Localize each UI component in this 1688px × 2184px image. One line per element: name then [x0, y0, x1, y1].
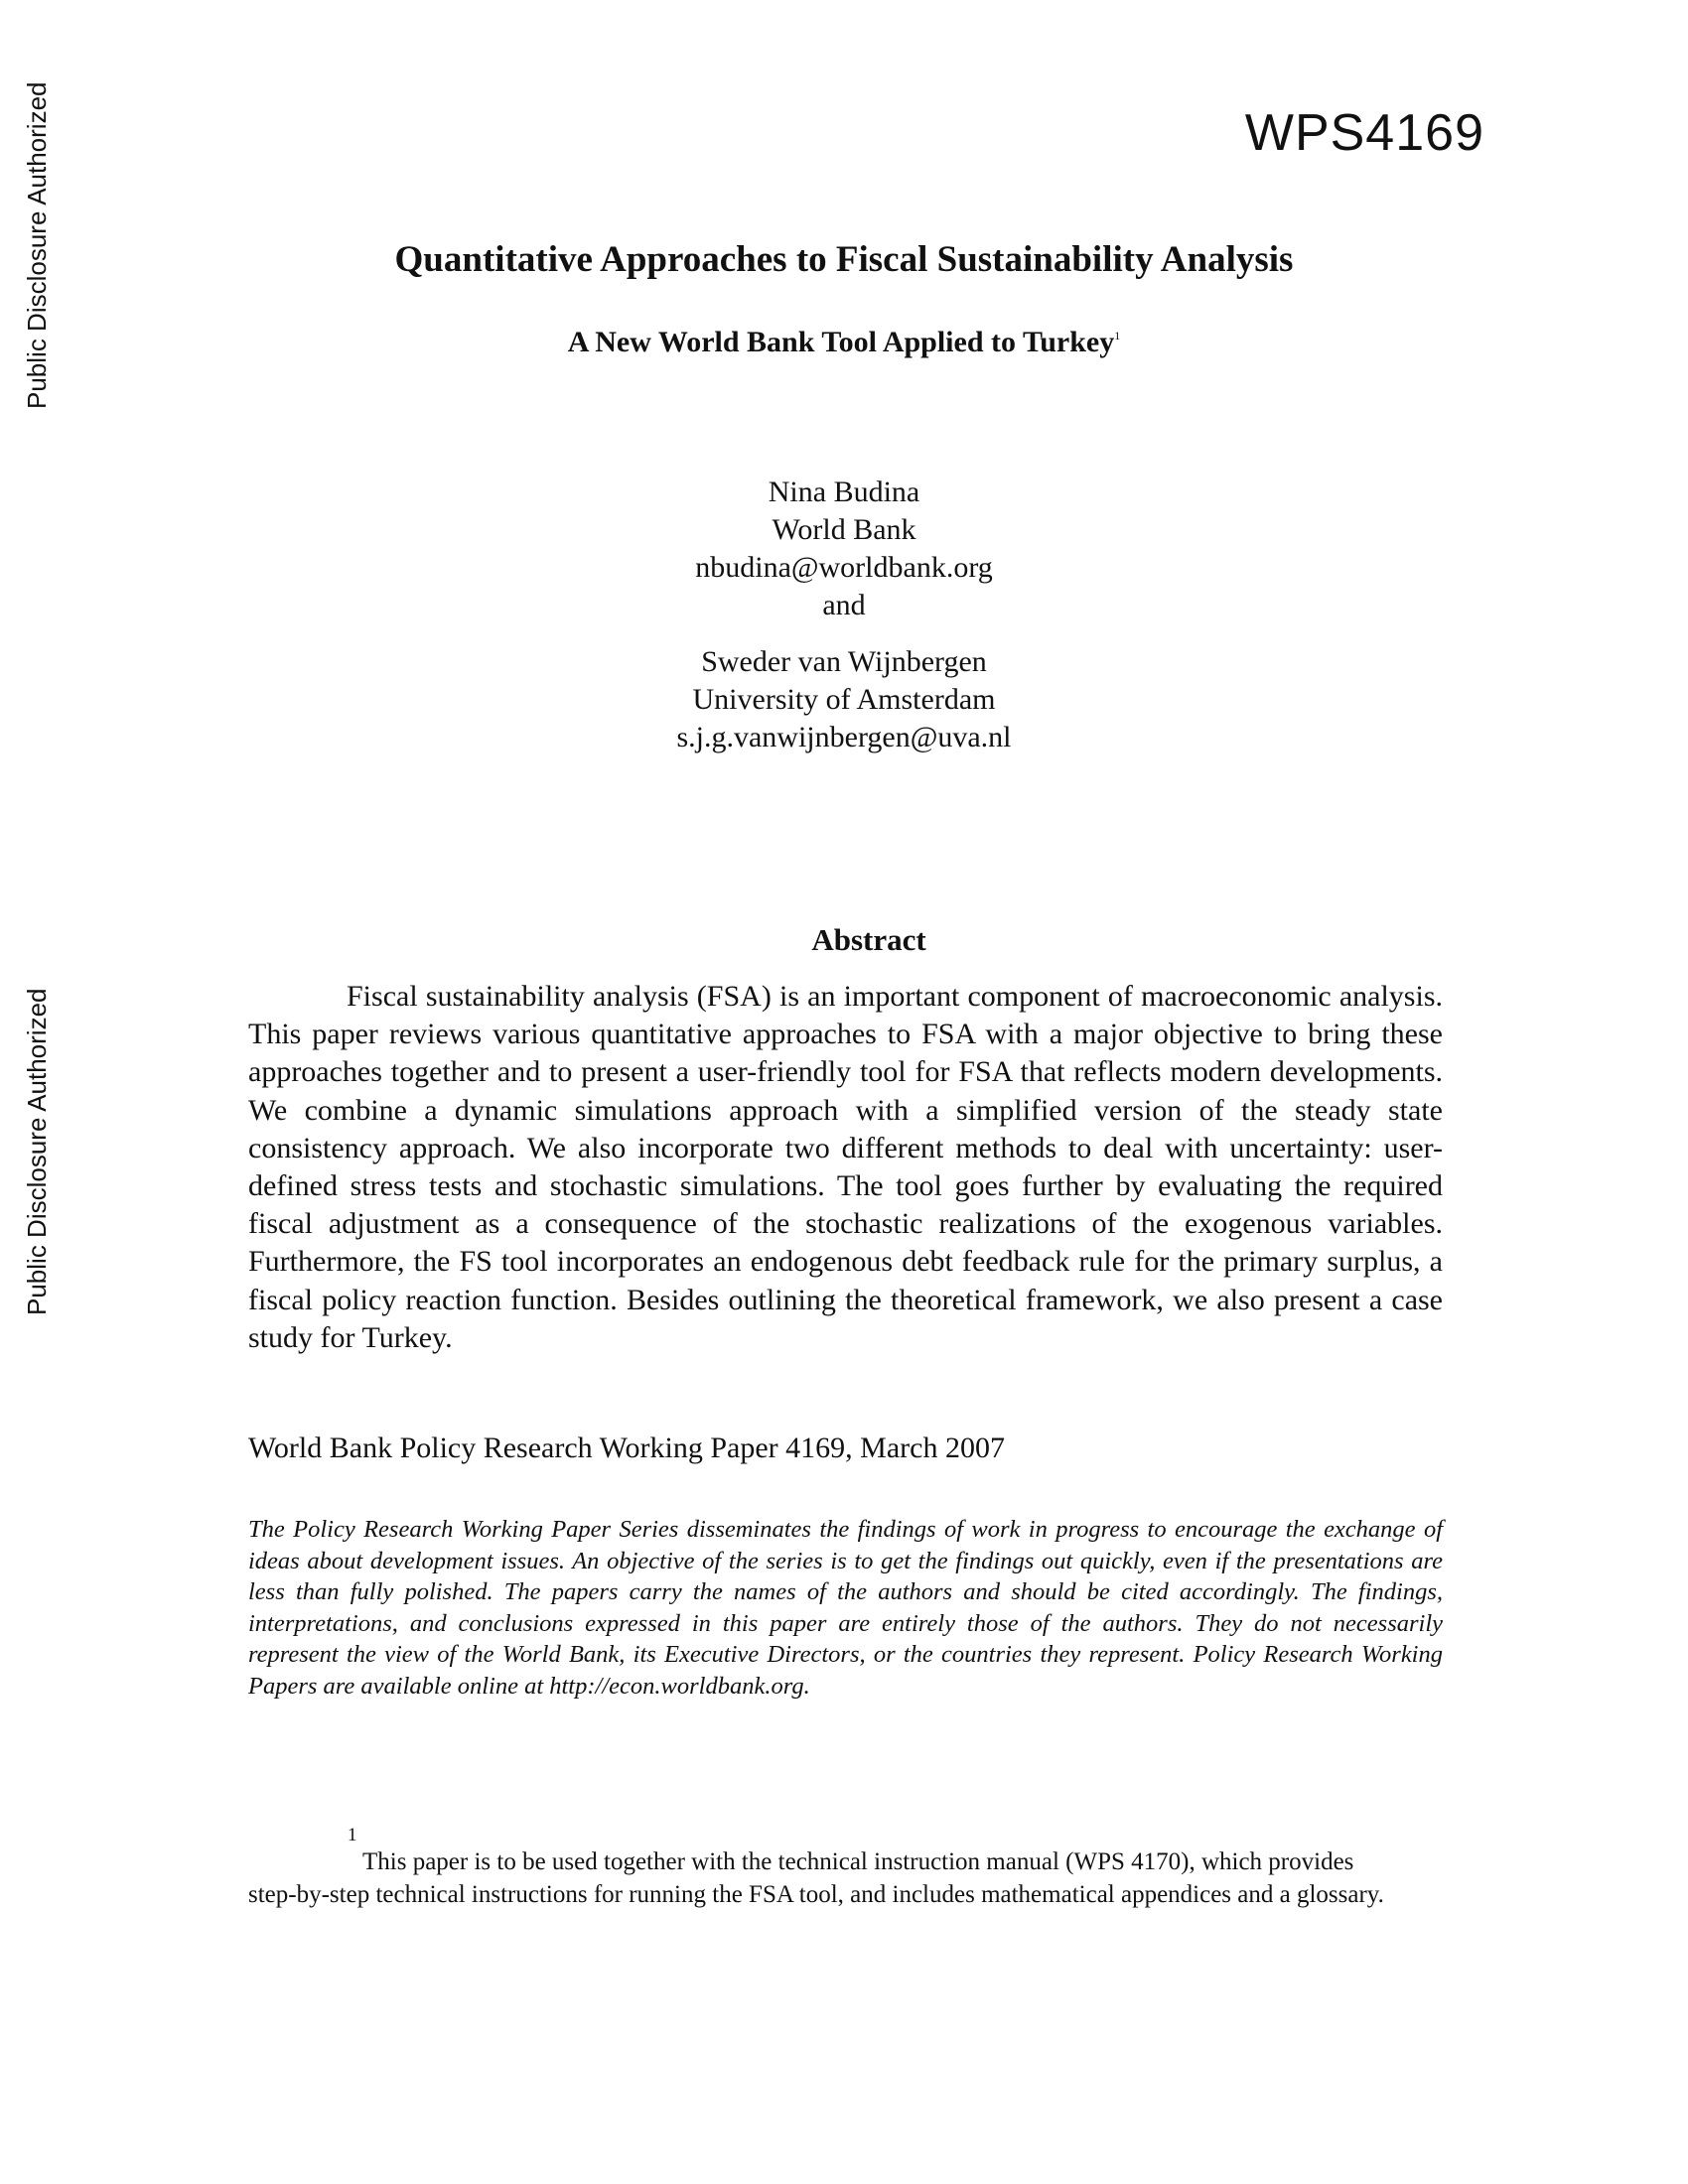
disclosure-stamp-top: Public Disclosure Authorized	[22, 81, 52, 409]
abstract-heading: Abstract	[811, 922, 926, 957]
author-block-1	[0, 474, 1688, 624]
series-disclaimer: The Policy Research Working Paper Series disseminates the findings of work in progress to encourage the exchange of ideas about development issues. An objective of the series is to get the findings out quickly, even if the presentations are less than fully polished. The papers carry the names of the authors and should be cited accordingly. The findings, interpretations, and conclusions expressed in this paper are entirely those of the authors. They do not necessarily represent the view of the World Bank, its Executive Directors, or the countries they represent. Policy Research Working Papers are available online at http://econ.worldbank.org.	[248, 1516, 1443, 1700]
author-affiliation: University of Amsterdam	[692, 683, 996, 716]
abstract-body: Fiscal sustainability analysis (FSA) is an important component of macroeconomic analysis. This paper reviews various quantitative approaches to FSA with a major objective to bring these approaches together and to present a user-friendly tool for FSA that reflects modern developments. We combine a dynamic simulations approach with a simplified version of the steady state consistency approach. We also incorporate two different methods to deal with uncertainty: user-defined stress tests and stochastic simulations. The tool goes further by evaluating the required fiscal adjustment as a consequence of the stochastic realizations of the exogenous variables. Furthermore, the FS tool incorporates an endogenous debt feedback rule for the primary surplus, a fiscal policy reaction function. Besides outlining the theoretical framework, we also present a case study for Turkey.	[248, 980, 1443, 1354]
footnote-mark: 1	[348, 1825, 357, 1845]
author-email: s.j.g.vanwijnbergen@uva.nl	[676, 721, 1012, 753]
disclosure-stamp-bottom: Public Disclosure Authorized	[22, 988, 52, 1315]
subtitle-text: A New World Bank Tool Applied to Turkey	[567, 326, 1115, 358]
document-number: WPS4169	[1244, 104, 1484, 162]
author-name: Sweder van Wijnbergen	[701, 645, 987, 678]
footnote-text: This paper is to be used together with the technical instruction manual (WPS 4170), which provides step-by-step technical instructions for running the FSA tool, and includes mathematical appendices and a glossary.	[248, 1848, 1384, 1908]
author-name: Nina Budina	[768, 476, 920, 508]
paper-title: Quantitative Approaches to Fiscal Sustainability Analysis	[394, 239, 1294, 280]
author-block-2	[0, 643, 1688, 756]
author-affiliation: World Bank	[772, 513, 916, 546]
paper-subtitle	[0, 326, 1688, 359]
author-email: nbudina@worldbank.org	[695, 551, 993, 584]
subtitle-footnote-ref: 1	[1114, 329, 1121, 342]
author-separator: and	[822, 589, 866, 621]
paper-citation: World Bank Policy Research Working Paper 4169, March 2007	[248, 1432, 1005, 1464]
